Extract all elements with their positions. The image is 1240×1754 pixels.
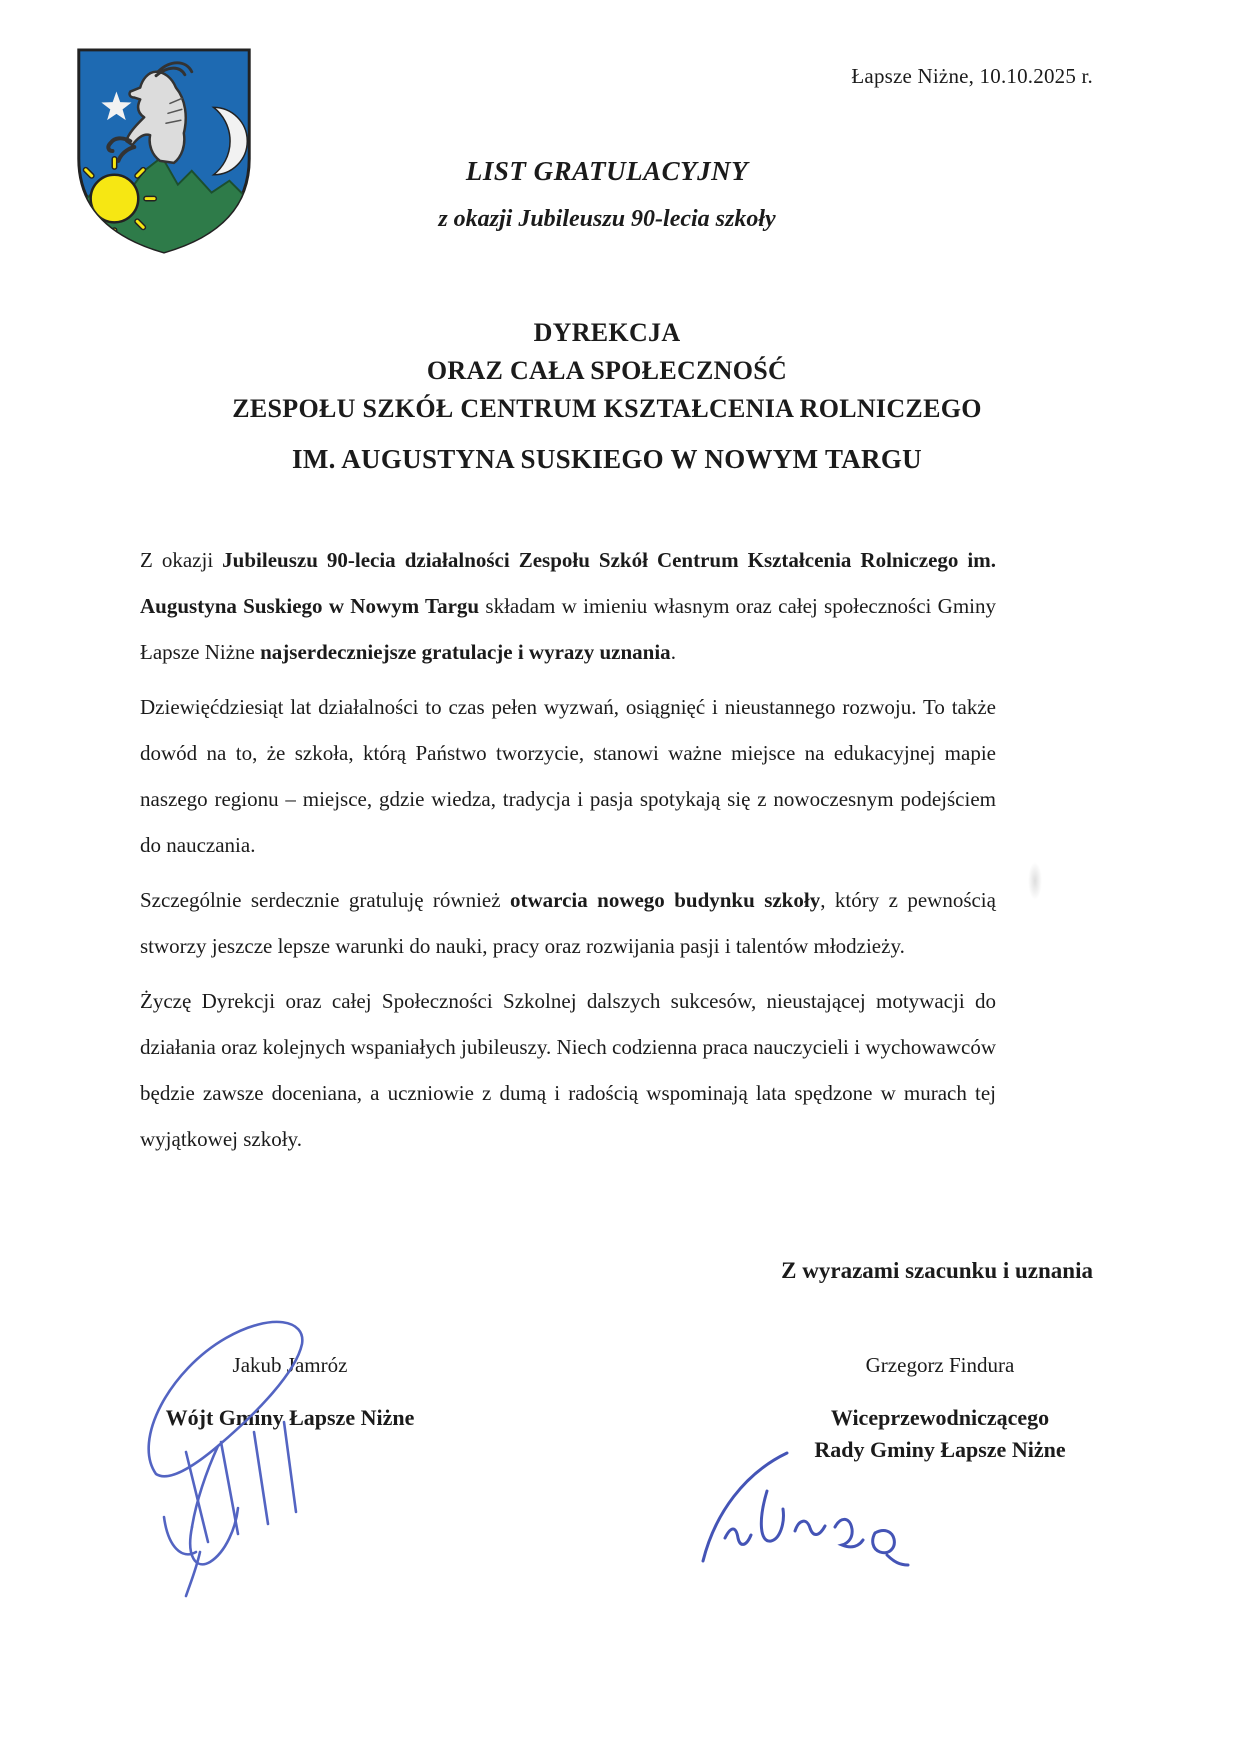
signatory-left-title: Wójt Gminy Łapsze Niżne [165, 1405, 415, 1430]
addressee-block [0, 314, 1214, 478]
text-segment-bold: Jubileuszu 90-lecia działalności Zespołu Szkół Centrum Kształcenia Rolniczego im. Augustyna Suskiego w Nowym Targu [140, 548, 996, 618]
paragraph-1 [140, 537, 996, 675]
paragraph-3 [140, 877, 996, 969]
signatory-right-title [790, 1402, 1090, 1466]
signatory-right-title-line-1: Wiceprzewodniczącego [830, 1405, 1050, 1430]
signatory-right-block [790, 1352, 1090, 1466]
text-segment: , który z pewnością stworzy jeszcze lepsze warunki do nauki, pracy oraz rozwijania pasji i talentów młodzieży. [140, 888, 996, 958]
text-segment: . [670, 640, 676, 664]
addressee-line-1: DYREKCJA [533, 318, 681, 347]
signatory-left-block [140, 1352, 440, 1434]
signatory-right-name: Grzegorz Findura [865, 1353, 1015, 1377]
text-segment-bold: najserdeczniejsze gratulacje i wyrazy uznania [260, 640, 671, 664]
letter-body [140, 537, 996, 1171]
addressee-line-4: IM. AUGUSTYNA SUSKIEGO W NOWYM TARGU [292, 444, 922, 474]
signatory-left-name: Jakub Jamróz [232, 1353, 348, 1377]
document-title: LIST GRATULACYJNY [465, 156, 749, 186]
document-subtitle: z okazji Jubileuszu 90-lecia szkoły [438, 206, 776, 232]
addressee-line-3: ZESPOŁU SZKÓŁ CENTRUM KSZTAŁCENIA ROLNICZEGO [232, 394, 982, 423]
signatory-right-title-line-2: Rady Gminy Łapsze Niżne [814, 1437, 1066, 1462]
text-segment: Dziewięćdziesiąt lat działalności to czas pełen wyzwań, osiągnięć i nieustannego rozwoju. To także dowód na to, że szkoła, którą Państwo tworzycie, stanowi ważne miejsce na edukacyjnej mapie naszego regionu – miejsce, gdzie wiedza, tradycja i pasja spotykają się z nowoczesnym podejściem do nauczania. [140, 695, 996, 857]
text-segment: składam w imieniu własnym oraz całej społeczności Gminy Łapsze Niżne [140, 594, 996, 664]
scan-artifact [1028, 862, 1042, 900]
closing-line: Z wyrazami szacunku i uznania [781, 1258, 1093, 1283]
paragraph-4 [140, 978, 996, 1162]
paragraph-2 [140, 684, 996, 868]
handwritten-signature-right [695, 1443, 935, 1603]
addressee-line-2: ORAZ CAŁA SPOŁECZNOŚĆ [426, 356, 788, 385]
text-segment: Szczególnie serdecznie gratuluję również [140, 888, 510, 912]
text-segment-bold: otwarcia nowego budynku szkoły [509, 888, 821, 912]
place-date: Łapsze Niżne, 10.10.2025 r. [851, 64, 1093, 88]
text-segment: Z okazji [140, 548, 223, 572]
text-segment: Życzę Dyrekcji oraz całej Społeczności Szkolnej dalszych sukcesów, nieustającej motywacji do działania oraz kolejnych wspaniałych jubileuszy. Niech codzienna praca nauczycieli i wychowawców będzie zawsze doceniana, a uczniowie z dumą i radością wspominają lata spędzone w murach tej wyjątkowej szkoły. [140, 989, 996, 1151]
